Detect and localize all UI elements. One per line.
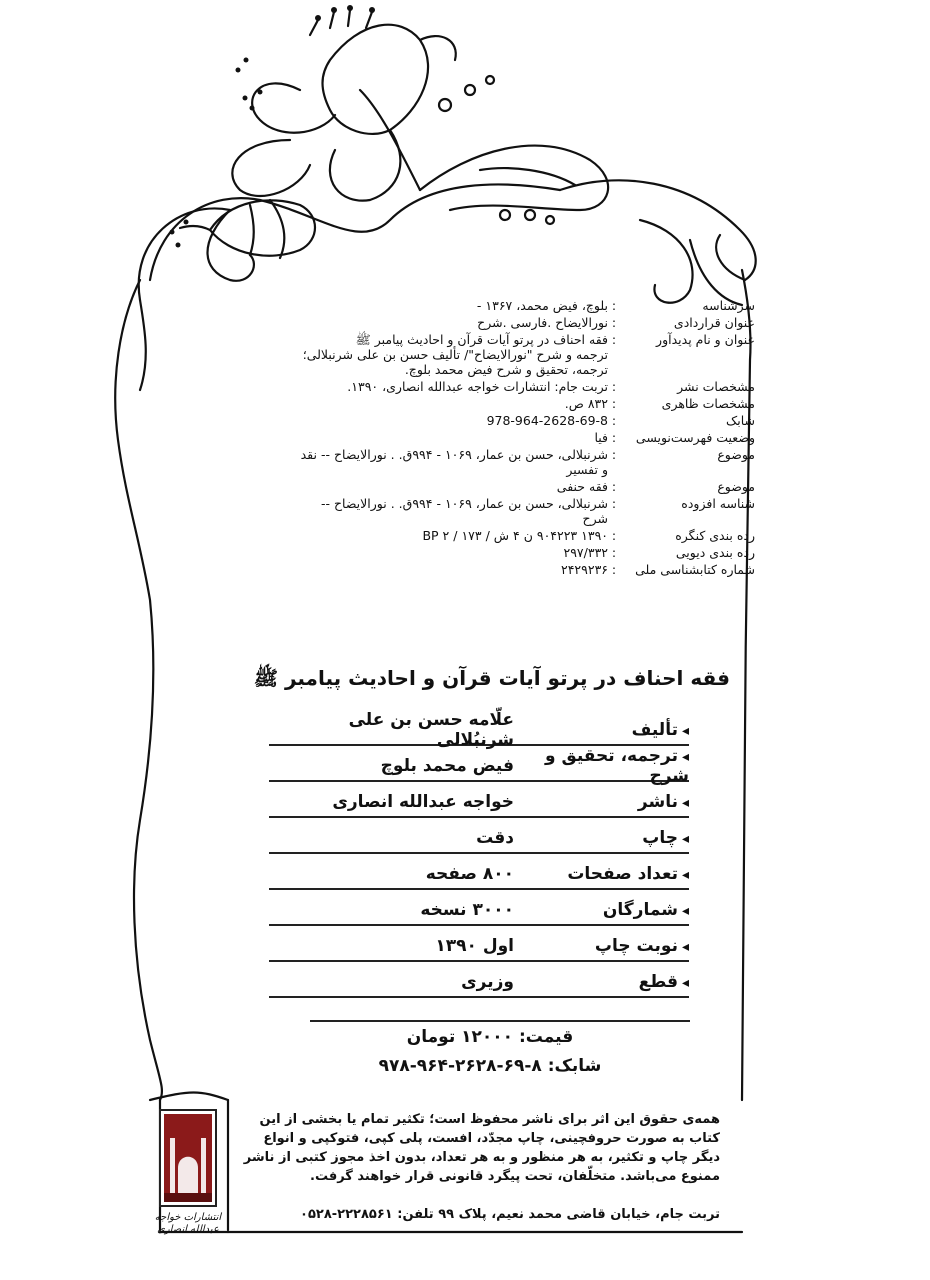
catalog-value [240,496,608,526]
arrow-icon: ◂ [681,723,689,739]
catalog-value [240,413,608,428]
arrow-icon: ◂ [681,975,689,991]
catalog-colon: : [611,379,617,394]
divider [310,1020,690,1022]
catalog-value-line: نورالایضاح .فارسی .شرح [477,315,608,330]
arrow-icon: ◂ [681,939,689,955]
catalog-value [240,396,608,411]
catalog-label: شابک [726,413,755,428]
catalog-label: شناسه افزوده [681,496,755,511]
catalog-value [240,528,608,543]
info-row [269,932,689,962]
publisher-logo-mosque-icon [158,1108,218,1208]
catalog-colon: : [611,298,617,313]
arrow-icon: ◂ [681,795,689,811]
catalog-row [240,479,755,494]
catalog-value [240,315,608,330]
info-value: فیض محمد بلوچ [380,756,514,776]
catalog-colon: : [611,545,617,560]
catalog-value-line: فقه حنفی [556,479,608,494]
info-label-text: قطع [638,972,678,992]
catalog-row [240,396,755,411]
info-row [269,860,689,890]
catalog-row [240,413,755,428]
info-value: علّامه حسن بن علی شرنبُلالی [348,710,514,750]
info-label-text: نوبت چاپ [594,936,678,956]
catalog-colon: : [611,496,617,511]
catalog-value-line: ۸۳۲ ص. [564,396,608,411]
isbn: شابک: ۸-۶۹-۲۶۲۸-۹۶۴-۹۷۸ [378,1056,602,1076]
catalog-value-line: شرنبلالی، حسن بن عمار، ۱۰۶۹ - ۹۹۴ق. . نورالایضاح -- [320,496,608,511]
catalog-colon: : [611,528,617,543]
catalog-colon: : [611,479,617,494]
info-label-text: تعداد صفحات [567,864,678,884]
catalog-label: موضوع [717,479,755,494]
info-label [514,828,689,848]
info-label [514,720,689,740]
catalog-label: رده بندی کنگره [675,528,755,543]
catalog-value [240,479,608,494]
info-row [269,896,689,926]
catalog-label: مشخصات ظاهری [661,396,755,411]
catalog-label: عنوان و نام پدیدآور [656,332,755,347]
price: قیمت: ۱۲۰۰۰ تومان [406,1027,574,1047]
catalog-value-line: ترجمه، تحقیق و شرح فیض محمد بلوچ. [404,362,608,377]
publisher-logo-caption: انتشارات خواجه عبدالله انصاری [154,1212,222,1235]
catalog-label: شماره کتابشناسی ملی [635,562,755,577]
catalog-colon: : [611,562,617,577]
info-label [514,936,689,956]
catalog-value-line: شرح [582,511,608,526]
info-label-text: شمارگان [602,900,678,920]
arrow-icon: ◂ [681,867,689,883]
catalog-colon: : [611,315,617,330]
info-label-text: ناشر [637,792,678,812]
catalog-value-line: فیا [594,430,608,445]
catalog-value [240,379,608,394]
catalog-row [240,447,755,477]
catalog-value-line: شرنبلالی، حسن بن عمار، ۱۰۶۹ - ۹۹۴ق. . نورالایضاح -- نقد [300,447,608,462]
catalog-value-line: تربت جام: انتشارات خواجه عبدالله انصاری، ۱۳۹۰. [347,379,608,394]
info-label-text: ترجمه، تحقیق و شرح [545,746,689,786]
catalog-value-line: ۲۴۲۹۲۳۶ [561,562,608,577]
catalog-row [240,298,755,313]
catalog-row [240,315,755,330]
catalog-value [240,562,608,577]
info-value: ۳۰۰۰ نسخه [420,900,514,920]
info-label [514,792,689,812]
catalog-value-line: و تفسیر [566,462,608,477]
info-label [514,900,689,920]
catalog-row [240,332,755,377]
catalog-label: رده بندی دیویی [675,545,755,560]
catalog-value [240,430,608,445]
arrow-icon: ◂ [681,831,689,847]
info-value: دقت [476,828,514,848]
arrow-icon: ◂ [681,749,689,765]
info-label [514,972,689,992]
info-label-text: چاپ [642,828,678,848]
catalog-row [240,496,755,526]
catalog-colon: : [611,396,617,411]
info-label-text: تألیف [631,720,678,740]
catalog-value-line: 978-964-2628-69-8 [486,413,608,428]
info-row [269,788,689,818]
catalog-colon: : [611,447,617,462]
catalog-value [240,545,608,560]
catalog-value [240,447,608,477]
catalog-label: وضعیت فهرست‌نویسی [635,430,755,445]
catalog-row [240,562,755,577]
arrow-icon: ◂ [681,903,689,919]
cataloging-record [240,298,755,579]
copyright-notice: همه‌ی حقوق این اثر برای ناشر محفوظ است؛ تکثیر تمام یا بخشی از این کتاب به صورت حروفچینی، چاپ مجدّد، افست، پلی کپی، فتوکپی و انواع دیگر چاپ و تکثیر، به هر منظور و به هر تعداد، بدون اخذ مجوز کتبی از ناشر ممنوع می‌باشد. متخلّفان، تحت پیگرد قانونی قرار خواهند گرفت. [243,1112,720,1184]
catalog-value [240,332,608,377]
catalog-value-line: ۲۹۷/۳۳۲ [563,545,608,560]
info-value: خواجه عبدالله انصاری [332,792,514,812]
info-row [269,710,689,750]
catalog-value-line: بلوچ، فیض محمد، ۱۳۶۷ - [476,298,608,313]
catalog-value [240,298,608,313]
catalog-label: سرشناسه [702,298,755,313]
catalog-label: عنوان قراردادی [673,315,755,330]
catalog-row [240,545,755,560]
catalog-value-line: ۱۳۹۰ ۹۰۴۲۲۳ ن ۴ ش / ۱۷۳ / BP ۲ [422,528,608,543]
publisher-address: تربت جام، خیابان قاضی محمد نعیم، پلاک ۹۹ تلفن: ۲۲۲۸۵۶۱-۰۵۲۸ [300,1207,720,1222]
catalog-row [240,379,755,394]
info-label [514,746,689,786]
info-value: وزیری [461,972,514,992]
catalog-colon: : [611,413,617,428]
book-title: فقه احناف در پرتو آیات قرآن و احادیث پیامبر ﷺ [253,666,730,690]
info-row [269,968,689,998]
catalog-row [240,430,755,445]
info-value: اول ۱۳۹۰ [435,936,514,956]
catalog-label: مشخصات نشر [677,379,755,394]
catalog-row [240,528,755,543]
info-label [514,864,689,884]
catalog-colon: : [611,430,617,445]
info-row [269,746,689,786]
catalog-colon: : [611,332,617,347]
catalog-value-line: ترجمه و شرح "نورالایضاح"/ تألیف حسن بن علی شرنبلالی؛ [302,347,608,362]
info-row [269,824,689,854]
book-info-table [269,710,689,1004]
catalog-value-line: فقه احناف در پرتو آیات قرآن و احادیث پیامبر ﷺ [355,332,608,347]
info-value: ۸۰۰ صفحه [425,864,514,884]
catalog-label: موضوع [717,447,755,462]
